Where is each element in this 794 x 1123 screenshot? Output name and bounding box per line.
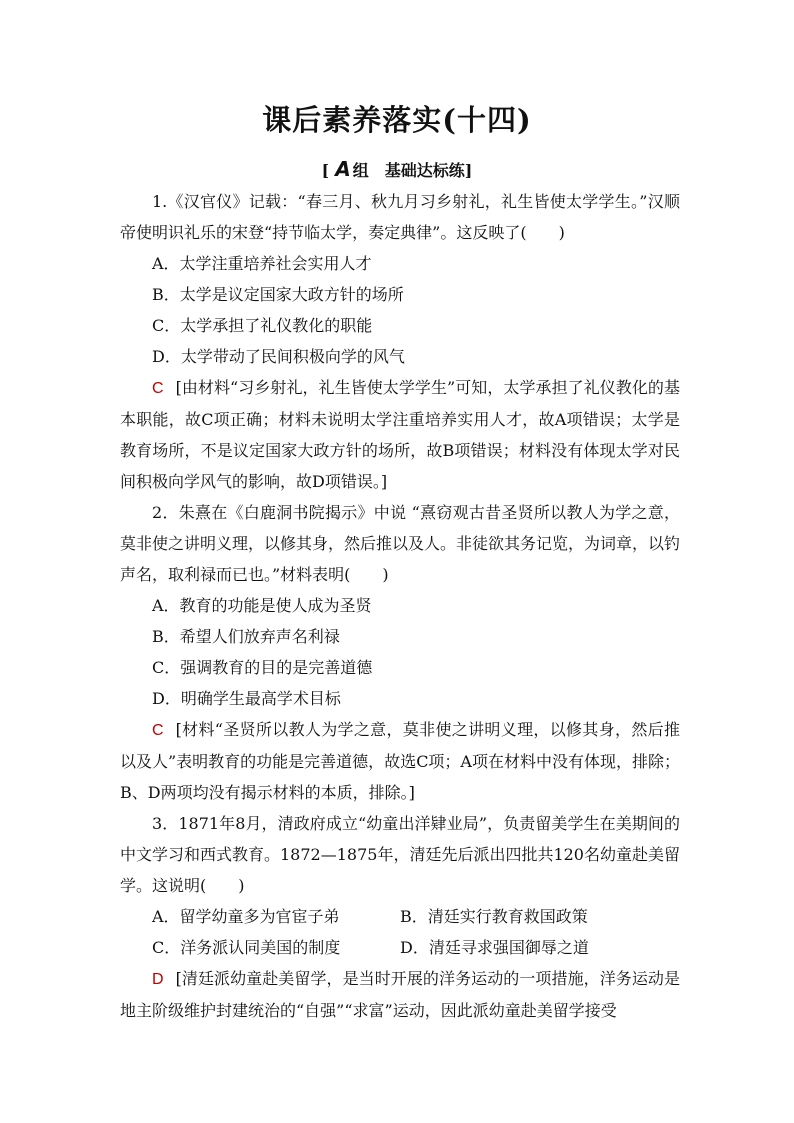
question-stem: 2．朱熹在《白鹿洞书院揭示》中说 “熹窃观古昔圣贤所以教人为学之意，莫非使之讲明义理，以修其身，然后推以及人。非徒欲其务记览，为词章，以钓声名，取利禄而已也。”材料表明( ) [120, 503, 681, 584]
option-c: C．太学承担了礼仪教化的职能 [152, 316, 373, 335]
question-stem: 3．1871年8月，清政府成立“幼童出洋肄业局”，负责留美学生在美期间的中文学习和西式教育。1872—1875年，清廷先后派出四批共120名幼童赴美留学。这说明( ) [120, 814, 680, 895]
option-c: C．强调教育的目的是完善道德 [152, 658, 373, 677]
answer-explanation [120, 963, 680, 1026]
option-c: C．洋务派认同美国的制度 [152, 938, 341, 957]
question-2 [120, 497, 680, 808]
answer-letter: D [152, 971, 164, 988]
explanation-text: [由材料“习乡射礼，礼生皆使太学学生”可知，太学承担了礼仪教化的基本职能，故C项正确；材料未说明太学注重培养实用人才，故A项错误；太学是教育场所，不是议定国家大政方针的场所，故B项错误；材料没有体现太学对民间积极向学风气的影响，故D项错误。] [120, 378, 680, 491]
explanation-text: [清廷派幼童赴美留学，是当时开展的洋务运动的一项措施，洋务运动是地主阶级维护封建统治的“自强”“求富”运动，因此派幼童赴美留学接受 [120, 969, 680, 1020]
question-1 [120, 186, 680, 497]
group-bracket-right: ] [464, 161, 473, 180]
option-b: B．希望人们放弃声名利禄 [152, 627, 340, 646]
page-title: 课后素养落实(十四) [262, 103, 532, 137]
options-row-1 [120, 901, 680, 932]
answer-letter: C [152, 722, 164, 739]
option-d: D．清廷寻求强国御辱之道 [400, 938, 589, 957]
explanation-text: [材料“圣贤所以教人为学之意，莫非使之讲明义理，以修其身，然后推以及人”表明教育的功能是完善道德，故选C项；A项在材料中没有体现，排除；B、D两项均没有揭示材料的本质，排除。] [120, 720, 680, 802]
question-3 [120, 808, 680, 1026]
question-stem: 1.《汉官仪》记载：“春三月、秋九月习乡射礼，礼生皆使太学学生。”汉顺帝使明识礼乐的宋登“持节临太学，奏定典律”。这反映了( ) [120, 192, 680, 242]
option-d: D．明确学生最高学术目标 [152, 689, 341, 708]
answer-explanation [120, 372, 680, 497]
group-label: 组 基础达标练 [352, 161, 465, 180]
option-b: B．清廷实行教育救国政策 [400, 907, 588, 926]
questions-list [120, 186, 680, 1026]
answer-explanation [120, 714, 680, 808]
answer-letter: C [152, 380, 164, 397]
option-a: A．留学幼童多为官宦子弟 [152, 907, 340, 926]
option-a: A．太学注重培养社会实用人才 [152, 254, 372, 273]
options-row-2 [120, 932, 680, 963]
option-d: D．太学带动了民间积极向学的风气 [152, 347, 405, 366]
group-heading [0, 157, 794, 181]
group-letter: A [335, 157, 351, 181]
group-bracket-left: [ [321, 161, 330, 180]
option-a: A．教育的功能是使人成为圣贤 [152, 596, 372, 615]
option-b: B．太学是议定国家大政方针的场所 [152, 285, 404, 304]
